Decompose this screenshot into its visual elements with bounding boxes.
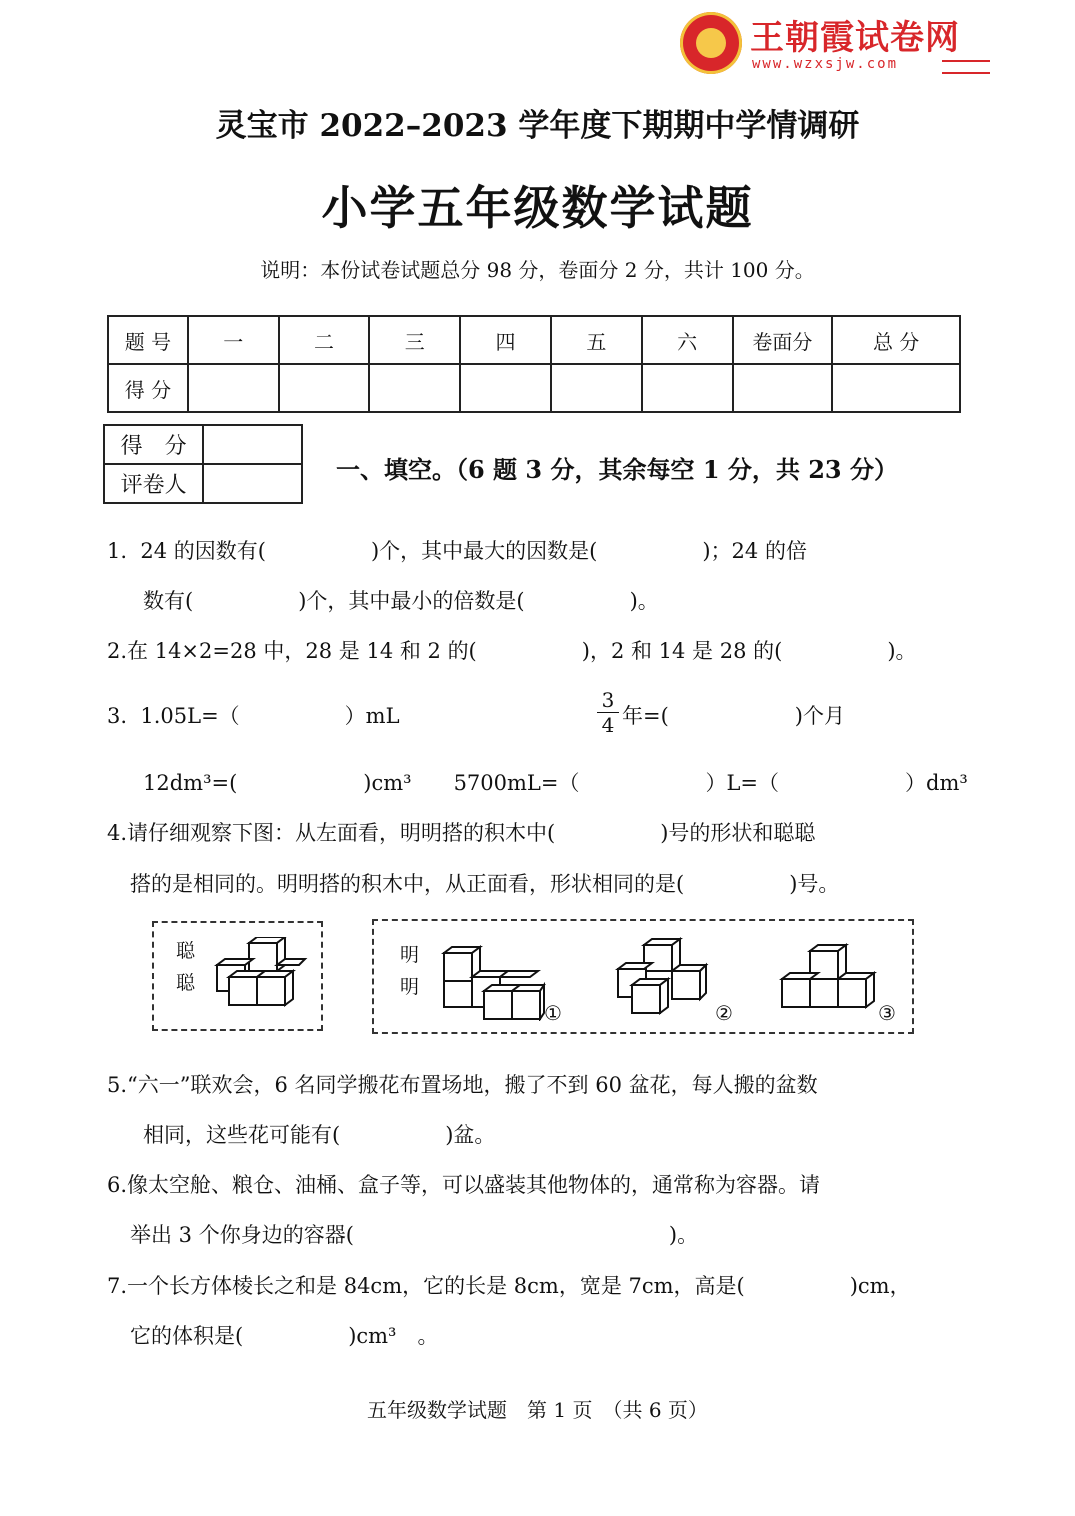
question-3-part-1: 3. 1.05L=（ ）mL xyxy=(107,704,400,728)
score-header-cell: 题 号 xyxy=(108,316,188,364)
score-cell[interactable] xyxy=(551,364,642,412)
score-table-score-row xyxy=(108,364,960,412)
shape-2-mark: ② xyxy=(715,1001,733,1025)
question-3-part-3: 12dm³=( )cm³ 5700mL=（ ）L=（ ）dm³ xyxy=(143,771,968,795)
exam-title: 小学五年级数学试题 xyxy=(321,181,754,235)
mingming-shape-2-drawing xyxy=(614,937,724,1017)
score-header-cell: 二 xyxy=(279,316,370,364)
fraction-denominator: 4 xyxy=(597,712,619,737)
score-header-cell: 六 xyxy=(642,316,733,364)
mingming-shape-1-drawing xyxy=(440,941,550,1021)
question-4-line-1: 4.请仔细观察下图：从左面看，明明搭的积木中( )号的形状和聪聪 xyxy=(107,821,816,845)
question-4-line-2: 搭的是相同的。明明搭的积木中，从正面看，形状相同的是( )号。 xyxy=(130,872,840,896)
score-header-cell: 总 分 xyxy=(832,316,960,364)
score-header-cell: 卷面分 xyxy=(733,316,833,364)
question-2: 2.在 14×2=28 中，28 是 14 和 2 的( )，2 和 14 是 28 的( )。 xyxy=(107,639,917,663)
question-1-line-1: 1. 24 的因数有( )个，其中最大的因数是( )；24 的倍 xyxy=(107,539,807,563)
question-1-line-2: 数有( )个，其中最小的倍数是( )。 xyxy=(143,589,659,613)
shape-3-mark: ③ xyxy=(878,1001,896,1025)
mingming-figure-box xyxy=(372,919,914,1034)
score-cell[interactable] xyxy=(642,364,733,412)
grader-name-cell[interactable] xyxy=(203,464,302,503)
section-1-heading: 一、填空。（6 题 3 分，其余每空 1 分，共 23 分） xyxy=(336,455,898,484)
grader-name-label: 评卷人 xyxy=(104,464,203,503)
fraction-numerator: 3 xyxy=(601,688,615,712)
score-cell[interactable] xyxy=(733,364,833,412)
score-table-header-row xyxy=(108,316,960,364)
site-logo xyxy=(680,10,990,80)
grader-score-label: 得 分 xyxy=(104,425,203,464)
question-5-line-2: 相同，这些花可能有( )盆。 xyxy=(143,1123,496,1147)
exam-note: 说明：本份试卷试题总分 98 分，卷面分 2 分，共计 100 分。 xyxy=(260,258,815,282)
congcong-figure-box xyxy=(152,921,323,1031)
score-row-label: 得 分 xyxy=(108,364,188,412)
score-cell[interactable] xyxy=(832,364,960,412)
congcong-label: 聪 聪 xyxy=(176,940,196,994)
score-cell[interactable] xyxy=(188,364,279,412)
score-cell[interactable] xyxy=(369,364,460,412)
logo-wave-decoration xyxy=(942,60,990,74)
question-6-line-1: 6.像太空舱、粮仓、油桶、盒子等，可以盛装其他物体的，通常称为容器。请 xyxy=(107,1173,821,1197)
logo-emblem-icon xyxy=(680,12,742,74)
score-header-cell: 五 xyxy=(551,316,642,364)
question-5-line-1: 5.“六一”联欢会，6 名同学搬花布置场地，搬了不到 60 盆花，每人搬的盆数 xyxy=(107,1073,818,1097)
score-header-cell: 四 xyxy=(460,316,551,364)
score-cell[interactable] xyxy=(460,364,551,412)
mingming-label: 明 明 xyxy=(400,944,420,998)
grader-score-cell[interactable] xyxy=(203,425,302,464)
score-table xyxy=(107,315,961,413)
question-7-line-2: 它的体积是( )cm³ 。 xyxy=(130,1324,439,1348)
score-header-cell: 三 xyxy=(369,316,460,364)
page-footer: 五年级数学试题 第 1 页 （共 6 页） xyxy=(367,1398,708,1422)
shape-1-mark: ① xyxy=(544,1001,562,1025)
logo-url: www.wzxsjw.com xyxy=(752,56,899,72)
logo-name: 王朝霞试卷网 xyxy=(750,18,960,58)
grader-table xyxy=(103,424,303,504)
question-6-line-2: 举出 3 个你身边的容器( )。 xyxy=(130,1223,699,1247)
question-3-fraction xyxy=(597,688,619,737)
question-3-part-2: 年=( )个月 xyxy=(622,704,845,728)
score-cell[interactable] xyxy=(279,364,370,412)
mingming-shape-3-drawing xyxy=(778,937,888,1017)
score-header-cell: 一 xyxy=(188,316,279,364)
congcong-blocks-drawing xyxy=(209,937,309,1017)
question-7-line-1: 7.一个长方体棱长之和是 84cm，它的长是 8cm，宽是 7cm，高是( )cm， xyxy=(107,1274,911,1298)
exam-subtitle: 灵宝市 2022–2023 学年度下期期中学情调研 xyxy=(215,108,860,144)
